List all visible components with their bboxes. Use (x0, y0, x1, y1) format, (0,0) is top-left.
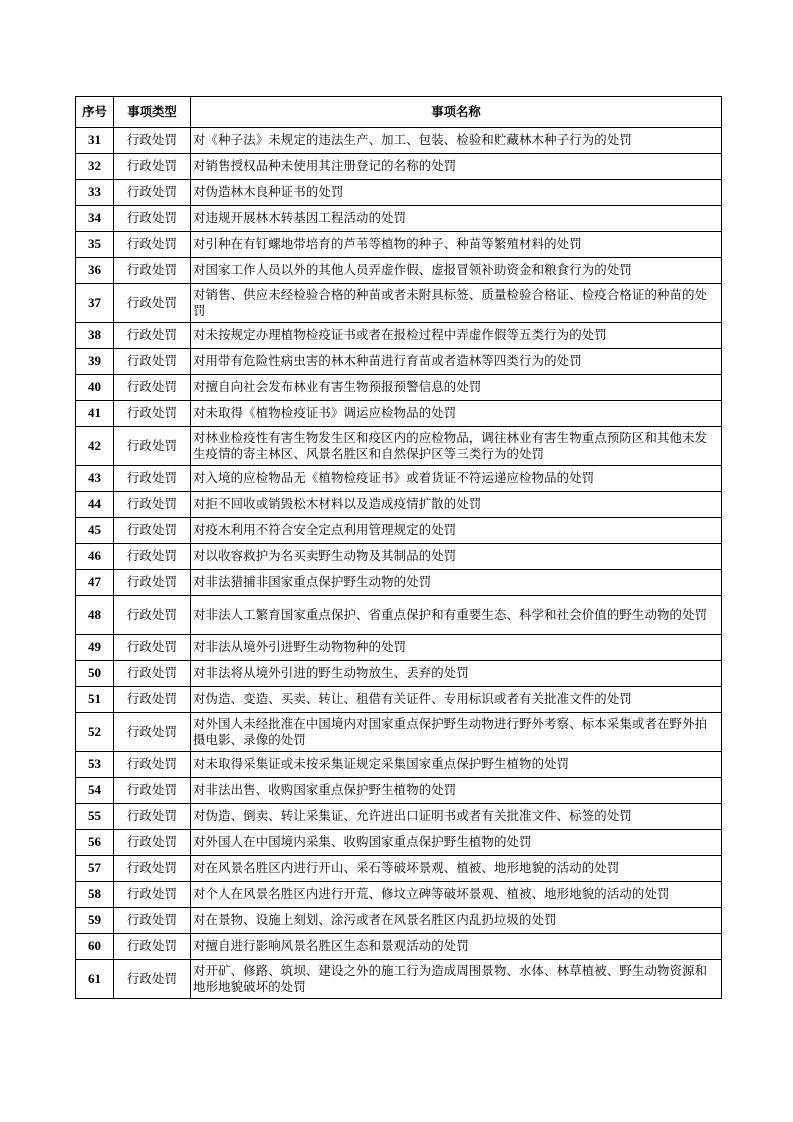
table-row (76, 570, 722, 596)
row-index: 47 (76, 570, 114, 596)
row-type: 行政处罚 (114, 752, 191, 778)
row-type: 行政处罚 (114, 778, 191, 804)
table-row (76, 752, 722, 778)
row-type: 行政处罚 (114, 518, 191, 544)
row-name: 对销售授权品种未使用其注册登记的名称的处罚 (191, 154, 722, 180)
row-type: 行政处罚 (114, 908, 191, 934)
row-index: 58 (76, 882, 114, 908)
table-row (76, 154, 722, 180)
table-row (76, 349, 722, 375)
table-row (76, 635, 722, 661)
row-name: 对非法将从境外引进的野生动物放生、丢弃的处罚 (191, 661, 722, 687)
row-type: 行政处罚 (114, 960, 191, 999)
row-name: 对非法人工繁育国家重点保护、省重点保护和有重要生态、科学和社会价值的野生动物的处罚 (191, 596, 722, 635)
row-name: 对在景物、设施上刻划、涂污或者在风景名胜区内乱扔垃圾的处罚 (191, 908, 722, 934)
table-row (76, 856, 722, 882)
row-name: 对未按规定办理植物检疫证书或者在报检过程中弄虚作假等五类行为的处罚 (191, 323, 722, 349)
table-row (76, 466, 722, 492)
row-index: 56 (76, 830, 114, 856)
row-index: 49 (76, 635, 114, 661)
row-type: 行政处罚 (114, 544, 191, 570)
table-row (76, 206, 722, 232)
row-index: 32 (76, 154, 114, 180)
row-index: 48 (76, 596, 114, 635)
row-name: 对外国人未经批准在中国境内对国家重点保护野生动物进行野外考察、标本采集或者在野外拍摄电影、录像的处罚 (191, 713, 722, 752)
row-name: 对以收容救护为名买卖野生动物及其制品的处罚 (191, 544, 722, 570)
row-type: 行政处罚 (114, 258, 191, 284)
row-name: 对在风景名胜区内进行开山、采石等破坏景观、植被、地形地貌的活动的处罚 (191, 856, 722, 882)
document-page (75, 96, 721, 999)
row-name: 对疫木利用不符合安全定点利用管理规定的处罚 (191, 518, 722, 544)
row-name: 对擅自进行影响风景名胜区生态和景观活动的处罚 (191, 934, 722, 960)
table-row (76, 323, 722, 349)
header-index: 序号 (76, 97, 114, 128)
row-type: 行政处罚 (114, 232, 191, 258)
table-row (76, 180, 722, 206)
table-row (76, 427, 722, 466)
table-body (76, 128, 722, 999)
row-index: 60 (76, 934, 114, 960)
table-row (76, 687, 722, 713)
row-name: 对伪造、变造、买卖、转让、租借有关证件、专用标识或者有关批准文件的处罚 (191, 687, 722, 713)
row-index: 38 (76, 323, 114, 349)
table-row (76, 908, 722, 934)
row-type: 行政处罚 (114, 713, 191, 752)
row-name: 对非法从境外引进野生动物物种的处罚 (191, 635, 722, 661)
row-index: 44 (76, 492, 114, 518)
row-index: 43 (76, 466, 114, 492)
row-name: 对入境的应检物品无《植物检疫证书》或着货证不符运递应检物品的处罚 (191, 466, 722, 492)
row-index: 61 (76, 960, 114, 999)
row-type: 行政处罚 (114, 804, 191, 830)
row-type: 行政处罚 (114, 635, 191, 661)
row-type: 行政处罚 (114, 856, 191, 882)
table-row (76, 518, 722, 544)
table-header-row (76, 97, 722, 128)
row-index: 39 (76, 349, 114, 375)
table-row (76, 882, 722, 908)
row-type: 行政处罚 (114, 375, 191, 401)
row-index: 57 (76, 856, 114, 882)
row-index: 34 (76, 206, 114, 232)
row-index: 53 (76, 752, 114, 778)
row-index: 45 (76, 518, 114, 544)
table-row (76, 128, 722, 154)
row-name: 对用带有危险性病虫害的林木种苗进行育苗或者造林等四类行为的处罚 (191, 349, 722, 375)
row-type: 行政处罚 (114, 830, 191, 856)
row-index: 51 (76, 687, 114, 713)
row-index: 54 (76, 778, 114, 804)
table-row (76, 778, 722, 804)
table-row (76, 492, 722, 518)
table-row (76, 596, 722, 635)
row-index: 50 (76, 661, 114, 687)
row-name: 对外国人在中国境内采集、收购国家重点保护野生植物的处罚 (191, 830, 722, 856)
row-index: 42 (76, 427, 114, 466)
row-name: 对引种在有钉螺地带培育的芦苇等植物的种子、种苗等繁殖材料的处罚 (191, 232, 722, 258)
row-type: 行政处罚 (114, 206, 191, 232)
items-table (75, 96, 722, 999)
row-index: 40 (76, 375, 114, 401)
row-type: 行政处罚 (114, 128, 191, 154)
row-type: 行政处罚 (114, 401, 191, 427)
table-row (76, 713, 722, 752)
table-row (76, 830, 722, 856)
row-type: 行政处罚 (114, 284, 191, 323)
table-row (76, 934, 722, 960)
row-type: 行政处罚 (114, 661, 191, 687)
row-index: 46 (76, 544, 114, 570)
row-name: 对未取得《植物检疫证书》调运应检物品的处罚 (191, 401, 722, 427)
row-type: 行政处罚 (114, 882, 191, 908)
row-index: 41 (76, 401, 114, 427)
row-name: 对《种子法》未规定的违法生产、加工、包装、检验和贮藏林木种子行为的处罚 (191, 128, 722, 154)
table-row (76, 960, 722, 999)
header-name: 事项名称 (191, 97, 722, 128)
row-name: 对开矿、修路、筑坝、建设之外的施工行为造成周围景物、水体、林草植被、野生动物资源和地形地貌破坏的处罚 (191, 960, 722, 999)
row-type: 行政处罚 (114, 349, 191, 375)
row-index: 59 (76, 908, 114, 934)
row-index: 55 (76, 804, 114, 830)
row-type: 行政处罚 (114, 596, 191, 635)
table-row (76, 804, 722, 830)
row-name: 对拒不回收或销毁松木材料以及造成疫情扩散的处罚 (191, 492, 722, 518)
row-name: 对林业检疫性有害生物发生区和疫区内的应检物品，调往林业有害生物重点预防区和其他未发生疫情的寄主林区、风景名胜区和自然保护区等三类行为的处罚 (191, 427, 722, 466)
row-index: 31 (76, 128, 114, 154)
row-type: 行政处罚 (114, 492, 191, 518)
table-row (76, 284, 722, 323)
table-row (76, 258, 722, 284)
row-type: 行政处罚 (114, 323, 191, 349)
row-type: 行政处罚 (114, 570, 191, 596)
row-name: 对伪造林木良种证书的处罚 (191, 180, 722, 206)
row-type: 行政处罚 (114, 180, 191, 206)
row-index: 33 (76, 180, 114, 206)
table-row (76, 232, 722, 258)
row-name: 对个人在风景名胜区内进行开荒、修坟立碑等破坏景观、植被、地形地貌的活动的处罚 (191, 882, 722, 908)
row-index: 36 (76, 258, 114, 284)
row-index: 37 (76, 284, 114, 323)
row-name: 对非法猎捕非国家重点保护野生动物的处罚 (191, 570, 722, 596)
row-type: 行政处罚 (114, 687, 191, 713)
row-type: 行政处罚 (114, 427, 191, 466)
header-type: 事项类型 (114, 97, 191, 128)
table-row (76, 544, 722, 570)
row-name: 对伪造、倒卖、转让采集证、允许进出口证明书或者有关批准文件、标签的处罚 (191, 804, 722, 830)
table-row (76, 375, 722, 401)
row-name: 对非法出售、收购国家重点保护野生植物的处罚 (191, 778, 722, 804)
row-name: 对销售、供应未经检验合格的种苗或者未附具标签、质量检验合格证、检疫合格证的种苗的处罚 (191, 284, 722, 323)
row-type: 行政处罚 (114, 154, 191, 180)
row-name: 对未取得采集证或未按采集证规定采集国家重点保护野生植物的处罚 (191, 752, 722, 778)
table-row (76, 661, 722, 687)
row-type: 行政处罚 (114, 466, 191, 492)
row-name: 对国家工作人员以外的其他人员弄虚作假、虚报冒领补助资金和粮食行为的处罚 (191, 258, 722, 284)
row-name: 对擅自向社会发布林业有害生物预报预警信息的处罚 (191, 375, 722, 401)
row-index: 35 (76, 232, 114, 258)
table-row (76, 401, 722, 427)
row-name: 对违规开展林木转基因工程活动的处罚 (191, 206, 722, 232)
row-type: 行政处罚 (114, 934, 191, 960)
row-index: 52 (76, 713, 114, 752)
